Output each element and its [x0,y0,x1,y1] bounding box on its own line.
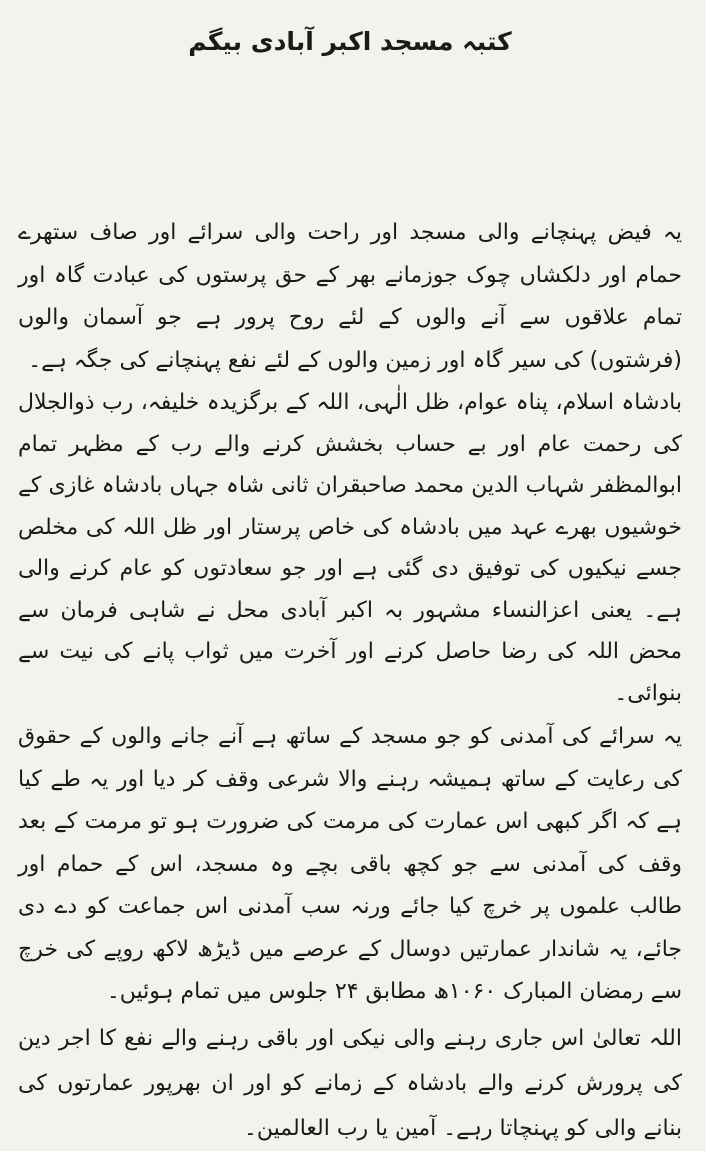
paragraph-1: یہ فیض پہنچانے والی مسجد اور راحت والی سرائے اور صاف ستھرے حمام اور دلکشاں چوک جوزمانے بھر کے حق پرستوں کی عبادت گاہ اور تمام علاقوں سے آنے والوں کے لئے روح پرور ہے جو آسمان والوں (فرشتوں) کی سیر گاہ اور زمین والوں کے لئے نفع پہنچانے کی جگہ ہے۔ [18,220,682,373]
paragraph-2: بادشاہ اسلام، پناہ عوام، ظل الٰہی، اللہ کے برگزیدہ خلیفہ، رب ذوالجلال کی رحمت عام اور بے حساب بخشش کرنے والے رب کے مظہر تمام ابوالمظفر شہاب الدین محمد صاحبقران ثانی شاہ جہاں بادشاہ غازی کے خوشیوں بھرے عہد میں بادشاہ کی خاص پرستار اور ظل اللہ کی مخلص جسے نیکیوں کی توفیق دی گئی ہے اور جو سعادتوں کو عام کرنے والی ہے۔ یعنی اعزالنساء مشہور بہ اکبر آبادی محل نے شاہی فرمان سے محض اللہ کی رضا حاصل کرنے اور آخرت میں ثواب پانے کی نیت سے بنوائی۔ [18,390,682,706]
inscription-body [18,212,682,1151]
paragraph-3: یہ سرائے کی آمدنی کو جو مسجد کے ساتھ ہے آنے جانے والوں کے حقوق کی رعایت کے ساتھ ہمیشہ رہنے والا شرعی وقف کر دیا اور یہ طے کیا ہے کہ اگر کبھی اس عمارت کی مرمت کی ضرورت ہو تو مرمت کے بعد وقف کی آمدنی سے جو کچھ باقی بچے وہ مسجد، اس کے حمام اور طالب علموں پر خرچ کیا جائے ورنہ سب آمدنی اس جماعت کو دے دی جائے، یہ شاندار عمارتیں دوسال کے عرصے میں ڈیڑھ لاکھ روپے کی خرچ سے رمضان المبارک ۱۰۶۰ھ مطابق ۲۴ جلوس میں تمام ہوئیں۔ [18,724,682,1004]
page-title: کتبہ مسجد اکبر آبادی بیگم [188,27,512,56]
paragraph-4: اللہ تعالیٰ اس جاری رہنے والی نیکی اور باقی رہنے والے نفع کا اجر دین کی پرورش کرنے والے بادشاہ کے زمانے کو اور ان بھرپور عمارتوں کی بنانے والی کو پہنچاتا رہے۔ آمین یا رب العالمین۔ [18,1025,682,1141]
